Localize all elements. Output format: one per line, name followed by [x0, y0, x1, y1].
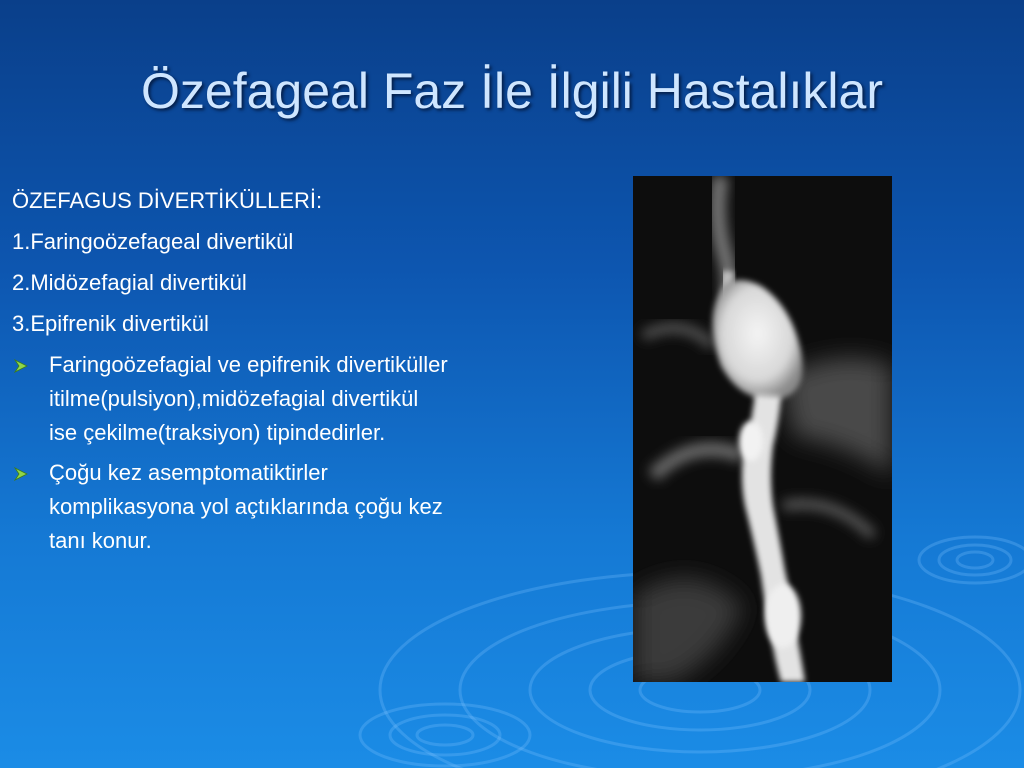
bullet-item-1: [12, 348, 452, 450]
esophagus-xray-image: [633, 176, 892, 682]
xray-illustration: [633, 176, 892, 682]
slide-body: [12, 184, 452, 564]
bullet-item-2: [12, 456, 452, 558]
arrowhead-bullet-icon: [14, 359, 28, 373]
bullet-list: [12, 348, 452, 558]
slide-title: Özefageal Faz İle İlgili Hastalıklar: [141, 63, 883, 119]
numbered-item-2: 2.Midözefagial divertikül: [12, 270, 247, 295]
bullet-text-1: Faringoözefagial ve epifrenik divertiküller itilme(pulsiyon),midözefagial divertikül ise çekilme(traksiyon) tipindedirler.: [49, 352, 448, 445]
numbered-item-3: 3.Epifrenik divertikül: [12, 311, 209, 336]
numbered-item-1: 1.Faringoözefageal divertikül: [12, 229, 294, 254]
bullet-text-2: Çoğu kez asemptomatiktirler komplikasyona yol açtıklarında çoğu kez tanı konur.: [49, 460, 443, 553]
arrowhead-bullet-icon: [14, 467, 28, 481]
section-heading: ÖZEFAGUS DİVERTİKÜLLERİ:: [12, 188, 323, 213]
